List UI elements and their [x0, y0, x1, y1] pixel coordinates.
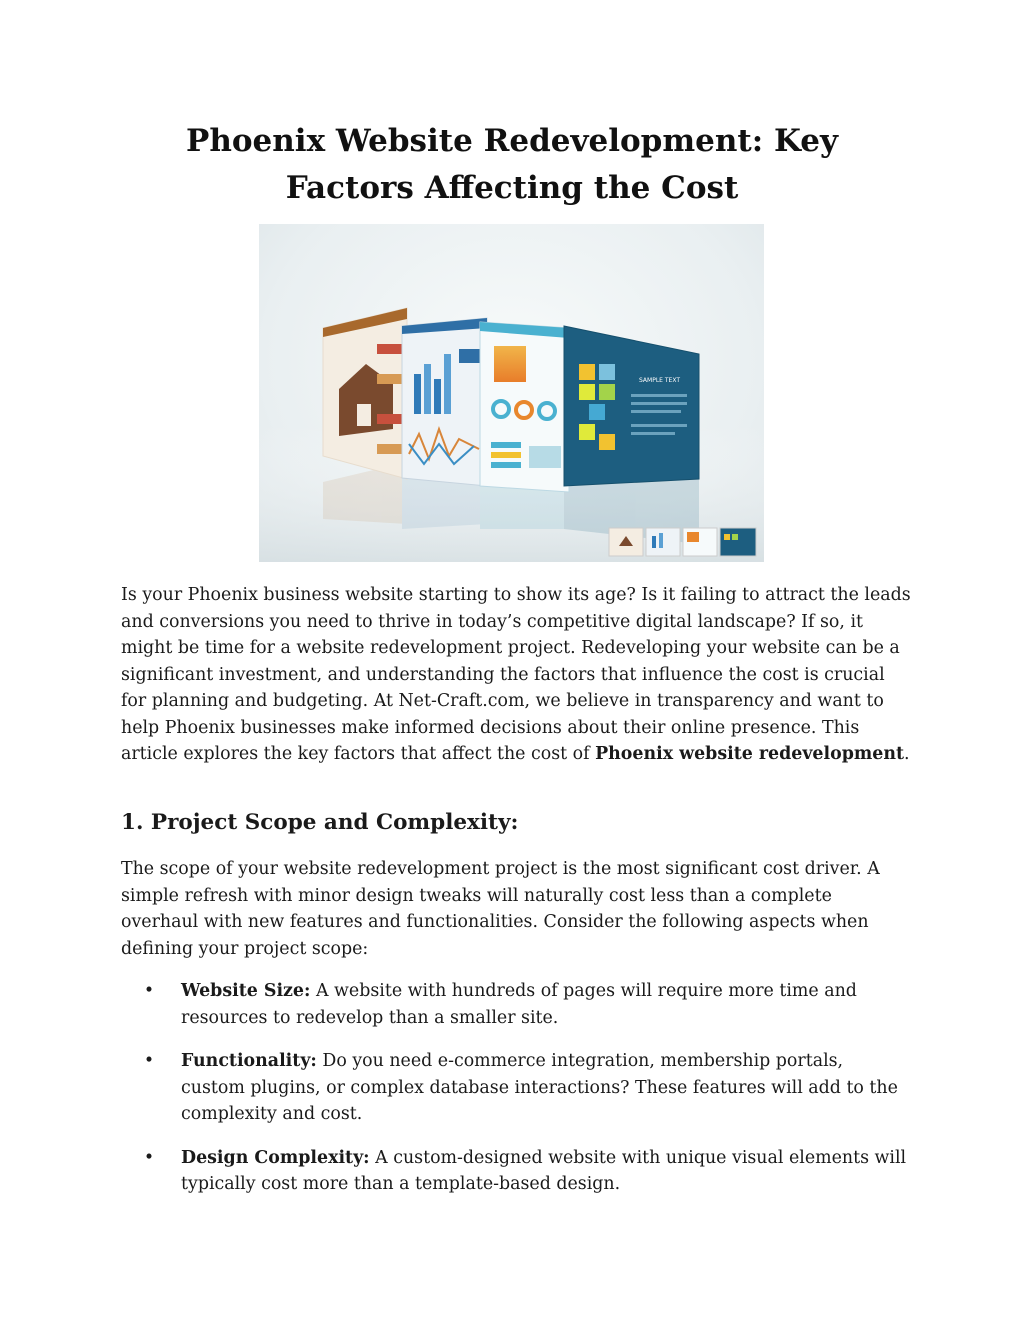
card-sample-text: SAMPLE TEXT [639, 377, 680, 384]
bullet-icon: • [143, 1051, 155, 1071]
template-card-infographic [480, 322, 569, 492]
bullet-icon: • [143, 1147, 155, 1168]
intro-text: Is your Phoenix business website starting to show its age? Is it failing to attract the leads and conversions you need to thrive in today’s competitive digital landscape? If so, it might be time for a website redevelopment project. Redeveloping your website can be a significant investment, and understanding the factors that influence the cost is crucial for planning and budgeting. At Net-Craft.com, we believe in transparency and want to help Phoenix businesses make informed decisions about their online presence. This article explores the key factors that affect the cost of [121, 585, 911, 764]
bullet-icon: • [143, 981, 155, 1001]
intro-end: . [904, 744, 910, 764]
intro-paragraph [121, 582, 911, 768]
list-item-text: A website with hundreds of pages will require more time and resources to redevelop than a smaller site. [181, 981, 857, 1028]
template-card-charts [402, 318, 487, 486]
list-item [121, 1048, 911, 1128]
section-paragraph: The scope of your website redevelopment project is the most significant cost driver. A simple refresh with minor design tweaks will naturally cost less than a complete overhaul with new features and functionalities. Consider the following aspects when defining your project scope: [121, 859, 880, 959]
template-card-tiles [564, 326, 699, 486]
factors-list [121, 978, 911, 1198]
template-thumbnails [609, 528, 756, 556]
title-line-1: Phoenix Website Redevelopment: Key [186, 123, 838, 159]
section-heading: 1. Project Scope and Complexity: [121, 810, 519, 835]
list-item-label: Design Complexity: [181, 1147, 370, 1168]
intro-bold-keyword: Phoenix website redevelopment [595, 744, 905, 764]
list-item-text: Do you need e-commerce integration, membership portals, custom plugins, or complex database interactions? These features will add to the complexity and cost. [181, 1051, 898, 1124]
title-line-2: Factors Affecting the Cost [285, 170, 739, 206]
page-title [100, 118, 924, 212]
list-item [121, 978, 911, 1031]
website-templates-illustration [259, 224, 764, 562]
template-card-house [323, 308, 407, 479]
list-item [121, 1145, 911, 1198]
list-item-label: Website Size: [181, 981, 311, 1001]
list-item-label: Functionality: [181, 1051, 317, 1071]
list-item-text: A custom-designed website with unique visual elements will typically cost more than a template-based design. [181, 1147, 907, 1194]
